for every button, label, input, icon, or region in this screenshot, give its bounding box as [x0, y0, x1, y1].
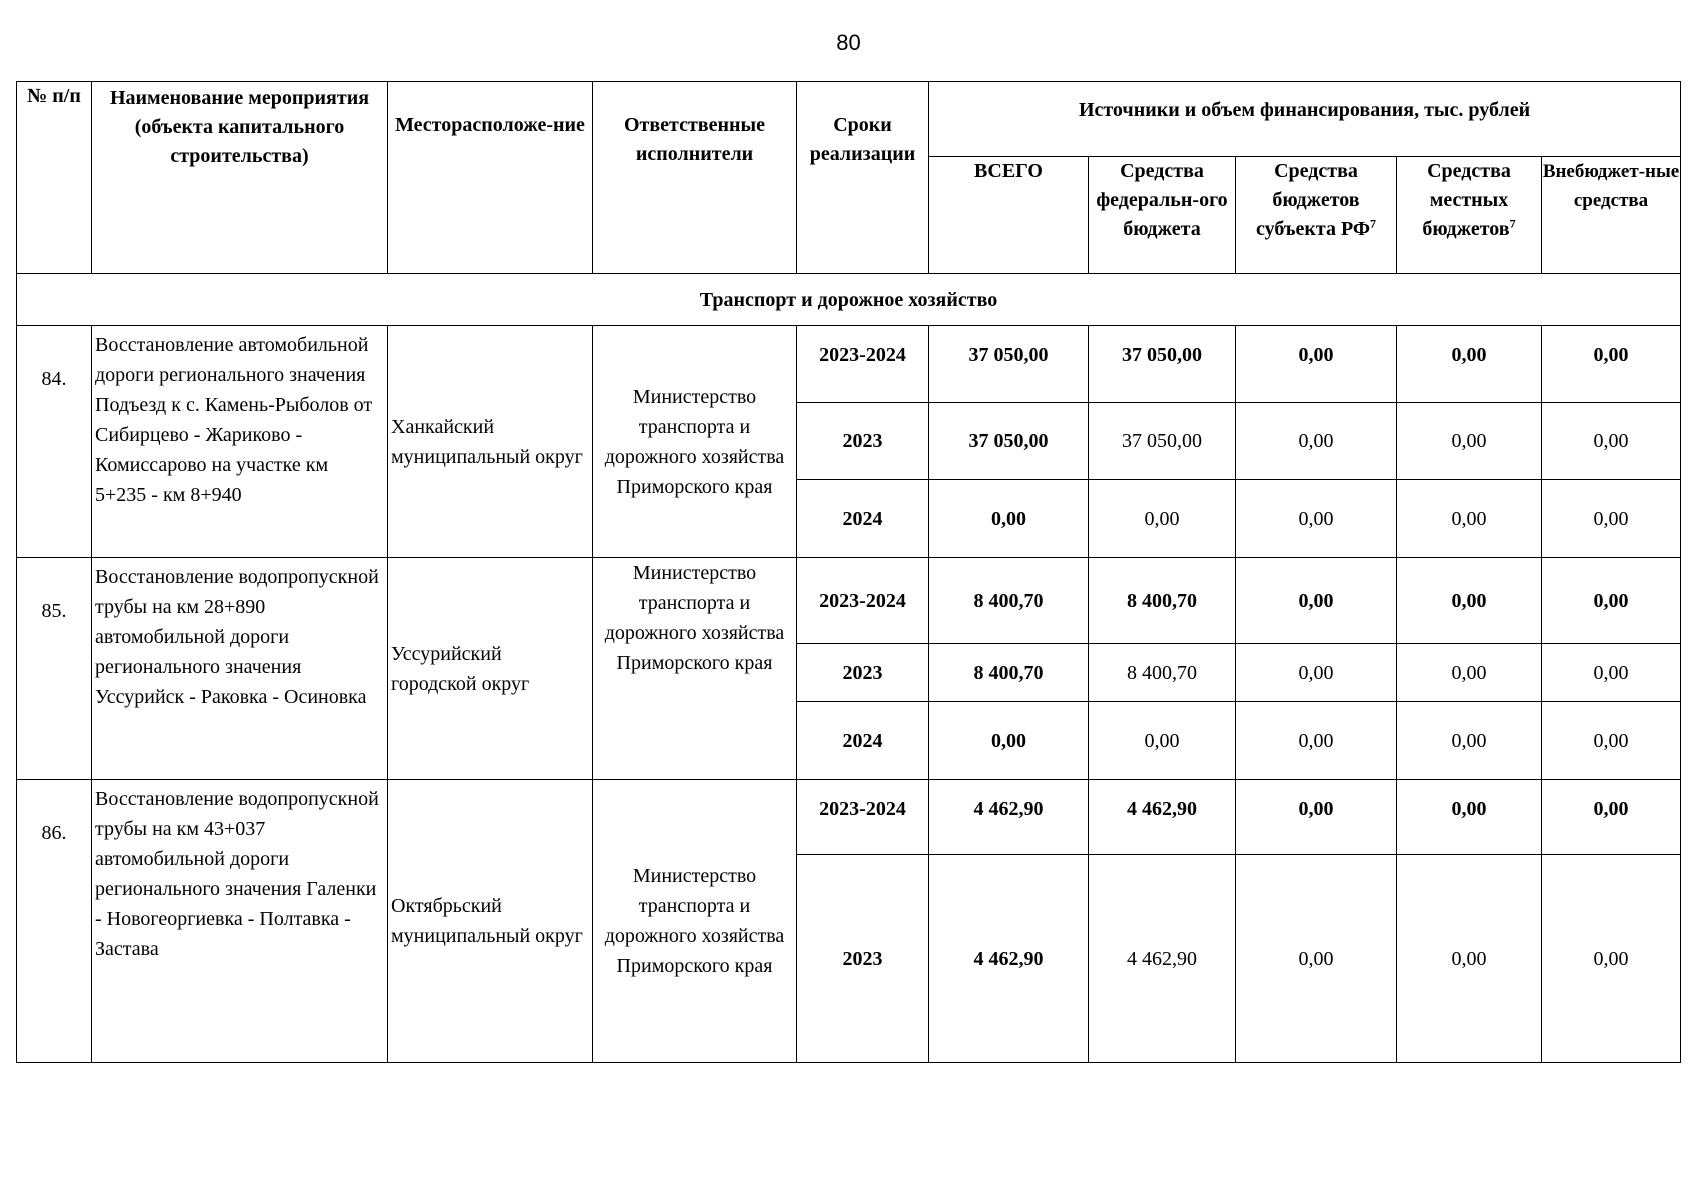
row-regional: 0,00 — [1236, 644, 1397, 702]
row-total: 37 050,00 — [929, 326, 1089, 403]
row-extra: 0,00 — [1542, 702, 1681, 780]
section-title: Транспорт и дорожное хозяйство — [17, 274, 1681, 326]
row-period: 2023-2024 — [797, 558, 929, 644]
row-local: 0,00 — [1397, 480, 1542, 558]
row-regional: 0,00 — [1236, 403, 1397, 480]
row-regional: 0,00 — [1236, 558, 1397, 644]
row-local: 0,00 — [1397, 644, 1542, 702]
financing-table — [16, 81, 1681, 1063]
header-extra: Внебюджет-ные средства — [1542, 157, 1681, 274]
row-period: 2023 — [797, 644, 929, 702]
row-total: 8 400,70 — [929, 644, 1089, 702]
row-total: 0,00 — [929, 480, 1089, 558]
item-executors: Министерство транспорта и дорожного хозяйства Приморского края — [593, 326, 797, 558]
row-local: 0,00 — [1397, 780, 1542, 855]
row-total: 37 050,00 — [929, 403, 1089, 480]
row-federal: 37 050,00 — [1089, 326, 1236, 403]
item-location: Ханкайский муниципальный округ — [388, 326, 593, 558]
header-num: № п/п — [17, 82, 92, 274]
row-regional: 0,00 — [1236, 702, 1397, 780]
item-num: 85. — [17, 558, 92, 780]
row-extra: 0,00 — [1542, 403, 1681, 480]
row-federal: 0,00 — [1089, 702, 1236, 780]
header-executors: Ответственные исполнители — [593, 82, 797, 274]
row-period: 2023-2024 — [797, 326, 929, 403]
header-name: Наименование мероприятия (объекта капитального строительства) — [92, 82, 388, 274]
row-federal: 4 462,90 — [1089, 855, 1236, 1063]
row-local: 0,00 — [1397, 403, 1542, 480]
row-local: 0,00 — [1397, 326, 1542, 403]
row-federal: 8 400,70 — [1089, 558, 1236, 644]
item-num: 86. — [17, 780, 92, 1063]
item-location: Октябрьский муниципальный округ — [388, 780, 593, 1063]
row-extra: 0,00 — [1542, 480, 1681, 558]
row-extra: 0,00 — [1542, 644, 1681, 702]
header-local-footnote: 7 — [1509, 216, 1516, 231]
row-regional: 0,00 — [1236, 855, 1397, 1063]
item-location: Уссурийский городской округ — [388, 558, 593, 780]
header-regional-label: Средства бюджетов субъекта РФ — [1255, 160, 1371, 240]
item-executors: Министерство транспорта и дорожного хозяйства Приморского края — [593, 780, 797, 1063]
header-total: ВСЕГО — [929, 157, 1089, 274]
row-extra: 0,00 — [1542, 326, 1681, 403]
item-name: Восстановление водопропускной трубы на км 28+890 автомобильной дороги регионального значения Уссурийск - Раковка - Осиновка — [92, 558, 388, 780]
row-federal: 8 400,70 — [1089, 644, 1236, 702]
row-federal: 4 462,90 — [1089, 780, 1236, 855]
row-period: 2023 — [797, 855, 929, 1063]
row-extra: 0,00 — [1542, 780, 1681, 855]
row-total: 8 400,70 — [929, 558, 1089, 644]
header-federal: Средства федеральн-ого бюджета — [1089, 157, 1236, 274]
row-regional: 0,00 — [1236, 780, 1397, 855]
row-local: 0,00 — [1397, 855, 1542, 1063]
row-total: 4 462,90 — [929, 780, 1089, 855]
header-regional-footnote: 7 — [1370, 216, 1377, 231]
page-number: 80 — [836, 30, 861, 55]
header-funding-group: Источники и объем финансирования, тыс. рублей — [929, 82, 1681, 157]
row-total: 0,00 — [929, 702, 1089, 780]
row-extra: 0,00 — [1542, 855, 1681, 1063]
row-regional: 0,00 — [1236, 480, 1397, 558]
row-period: 2023 — [797, 403, 929, 480]
row-federal: 37 050,00 — [1089, 403, 1236, 480]
row-total: 4 462,90 — [929, 855, 1089, 1063]
item-name: Восстановление автомобильной дороги регионального значения Подъезд к с. Камень-Рыболов от Сибирцево - Жариково - Комиссарово на участке км 5+235 - км 8+940 — [92, 326, 388, 558]
header-local-label: Средства местных бюджетов — [1422, 160, 1511, 240]
row-regional: 0,00 — [1236, 326, 1397, 403]
header-location: Месторасположе-ние — [388, 82, 593, 274]
row-period: 2024 — [797, 702, 929, 780]
item-executors: Министерство транспорта и дорожного хозяйства Приморского края — [593, 558, 797, 780]
item-name: Восстановление водопропускной трубы на км 43+037 автомобильной дороги регионального значения Галенки - Новогеоргиевка - Полтавка - Застава — [92, 780, 388, 1063]
row-extra: 0,00 — [1542, 558, 1681, 644]
row-local: 0,00 — [1397, 558, 1542, 644]
row-federal: 0,00 — [1089, 480, 1236, 558]
row-local: 0,00 — [1397, 702, 1542, 780]
row-period: 2023-2024 — [797, 780, 929, 855]
item-num: 84. — [17, 326, 92, 558]
row-period: 2024 — [797, 480, 929, 558]
header-local — [1397, 157, 1542, 274]
header-period: Сроки реализации — [797, 82, 929, 274]
header-regional — [1236, 157, 1397, 274]
